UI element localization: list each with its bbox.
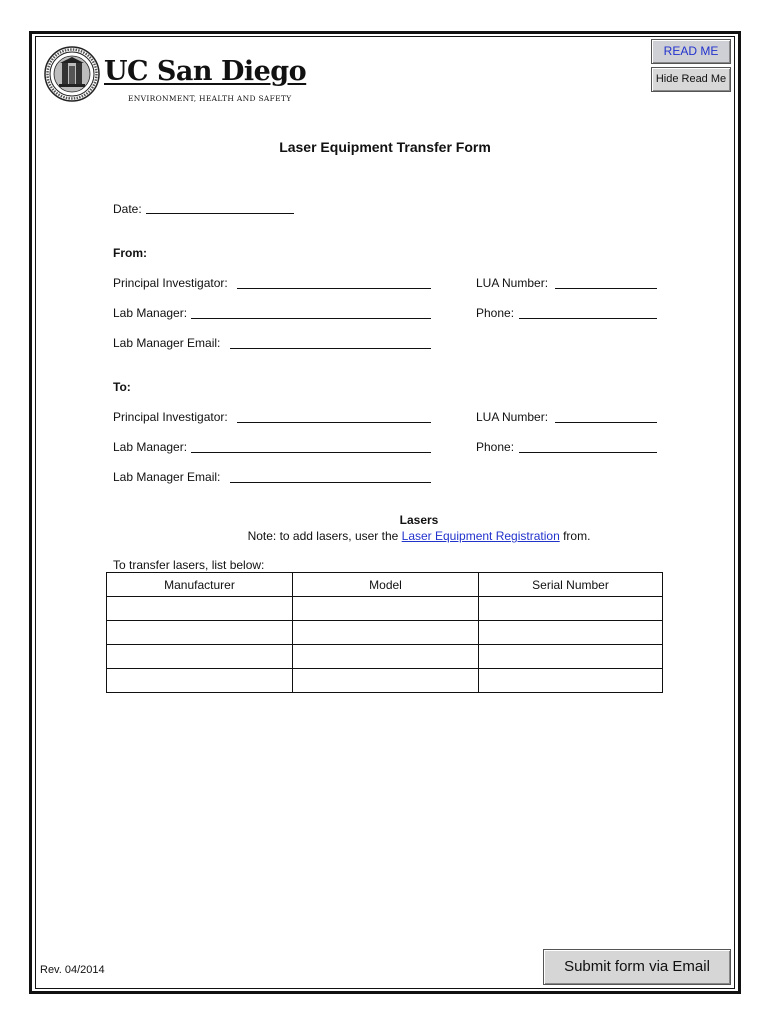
to-email-field[interactable]: [230, 482, 431, 483]
submit-email-button[interactable]: Submit form via Email: [543, 949, 731, 985]
to-lua-field[interactable]: [555, 422, 657, 423]
to-pi-field[interactable]: [237, 422, 431, 423]
table-row: [107, 645, 663, 669]
table-row: [107, 621, 663, 645]
lasers-note-suffix: from.: [563, 529, 591, 543]
date-label: Date:: [113, 202, 142, 216]
table-header-row: [107, 573, 663, 597]
brand-subtitle: ENVIRONMENT, HEALTH AND SAFETY: [128, 94, 292, 103]
serial-number-cell[interactable]: [479, 621, 663, 645]
serial-number-cell[interactable]: [479, 645, 663, 669]
to-email-label: Lab Manager Email:: [113, 470, 221, 484]
to-heading: To:: [113, 380, 131, 394]
to-lab-manager-label: Lab Manager:: [113, 440, 188, 454]
read-me-button[interactable]: READ ME: [651, 39, 731, 64]
date-field[interactable]: [146, 213, 294, 214]
from-lab-manager-label: Lab Manager:: [113, 306, 188, 320]
ucsd-logo: [44, 46, 314, 106]
lasers-note: [0, 529, 770, 543]
model-cell[interactable]: [293, 597, 479, 621]
lasers-heading: Lasers: [399, 513, 439, 527]
laser-registration-link[interactable]: Laser Equipment Registration: [401, 529, 560, 543]
manufacturer-cell[interactable]: [107, 645, 293, 669]
column-header-manufacturer: Manufacturer: [107, 573, 293, 597]
to-phone-field[interactable]: [519, 452, 657, 453]
from-lua-label: LUA Number:: [476, 276, 549, 290]
serial-number-cell[interactable]: [479, 597, 663, 621]
model-cell[interactable]: [293, 621, 479, 645]
university-seal-icon: [44, 46, 100, 102]
from-phone-label: Phone:: [476, 306, 515, 320]
table-row: [107, 669, 663, 693]
manufacturer-cell[interactable]: [107, 669, 293, 693]
to-pi-label: Principal Investigator:: [113, 410, 228, 424]
column-header-model: Model: [293, 573, 479, 597]
from-pi-label: Principal Investigator:: [113, 276, 228, 290]
from-lab-manager-field[interactable]: [191, 318, 431, 319]
from-phone-field[interactable]: [519, 318, 657, 319]
transfer-list-label: To transfer lasers, list below:: [113, 558, 265, 572]
column-header-serial-number: Serial Number: [479, 573, 663, 597]
manufacturer-cell[interactable]: [107, 621, 293, 645]
from-lua-field[interactable]: [555, 288, 657, 289]
from-pi-field[interactable]: [237, 288, 431, 289]
from-heading: From:: [113, 246, 147, 260]
to-phone-label: Phone:: [476, 440, 515, 454]
table-row: [107, 597, 663, 621]
revision-label: Rev. 04/2014: [40, 964, 105, 976]
serial-number-cell[interactable]: [479, 669, 663, 693]
brand-name: UC San Diego: [104, 56, 307, 87]
hide-read-me-button[interactable]: Hide Read Me: [651, 67, 731, 92]
to-lua-label: LUA Number:: [476, 410, 549, 424]
to-lab-manager-field[interactable]: [191, 452, 431, 453]
model-cell[interactable]: [293, 669, 479, 693]
from-email-label: Lab Manager Email:: [113, 336, 221, 350]
model-cell[interactable]: [293, 645, 479, 669]
page-title: Laser Equipment Transfer Form: [279, 139, 491, 155]
manufacturer-cell[interactable]: [107, 597, 293, 621]
lasers-note-prefix: Note: to add lasers, user the: [247, 529, 399, 543]
from-email-field[interactable]: [230, 348, 431, 349]
lasers-table: [106, 572, 663, 693]
